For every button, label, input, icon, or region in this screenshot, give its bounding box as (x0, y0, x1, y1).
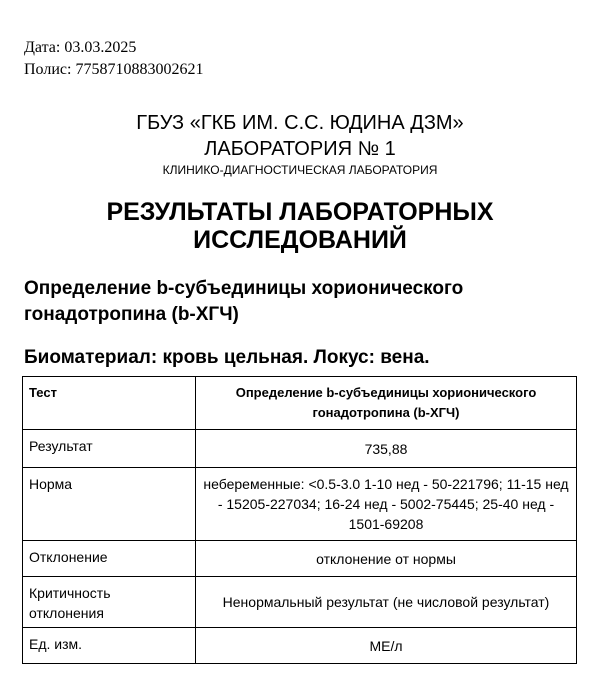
row-label-cell: Критичность отклонения (23, 577, 196, 628)
document-meta (24, 37, 203, 81)
row-value-cell: 735,88 (196, 430, 577, 468)
row-label-cell: Отклонение (23, 541, 196, 577)
row-value-cell: небеременные: <0.5-3.0 1-10 нед - 50-221796; 11-15 нед - 15205-227034; 16-24 нед - 5002-75445; 25-40 нед - 1501-69208 (196, 468, 577, 541)
date-line: Дата: 03.03.2025 (24, 39, 137, 56)
laboratory-subtitle: КЛИНИКО-ДИАГНОСТИЧЕСКАЯ ЛАБОРАТОРИЯ (162, 163, 438, 177)
row-label-cell: Ед. изм. (23, 628, 196, 664)
table-row-deviation (23, 541, 577, 577)
table-row-criticality (23, 577, 577, 628)
row-label-cell: Норма (23, 468, 196, 541)
table-row-norm (23, 468, 577, 541)
table-row-result (23, 430, 577, 468)
row-value-cell: МЕ/л (196, 628, 577, 664)
row-value-cell: Ненормальный результат (не числовой результат) (196, 577, 577, 628)
header-label-cell: Тест (23, 377, 196, 430)
document-title (0, 198, 600, 254)
results-table (22, 376, 577, 664)
document-title-line-1: РЕЗУЛЬТАТЫ ЛАБОРАТОРНЫХ (106, 198, 494, 226)
test-title (24, 276, 564, 328)
table-row-unit (23, 628, 577, 664)
test-title-line-1: Определение b-субъединицы хорионического (24, 278, 464, 299)
table-header-row (23, 377, 577, 430)
header-value-cell: Определение b-субъединицы хорионического гонадотропина (b-ХГЧ) (196, 377, 577, 430)
organization-name: ГБУЗ «ГКБ ИМ. С.С. ЮДИНА ДЗМ» (136, 112, 464, 134)
policy-line: Полис: 7758710883002621 (24, 61, 204, 78)
biomaterial-line: Биоматериал: кровь цельная. Локус: вена. (24, 347, 430, 368)
laboratory-name: ЛАБОРАТОРИЯ № 1 (204, 138, 396, 160)
row-value-cell: отклонение от нормы (196, 541, 577, 577)
row-label-cell: Результат (23, 430, 196, 468)
document-title-line-2: ИССЛЕДОВАНИЙ (193, 226, 407, 254)
test-title-line-2: гонадотропина (b-ХГЧ) (24, 304, 239, 325)
